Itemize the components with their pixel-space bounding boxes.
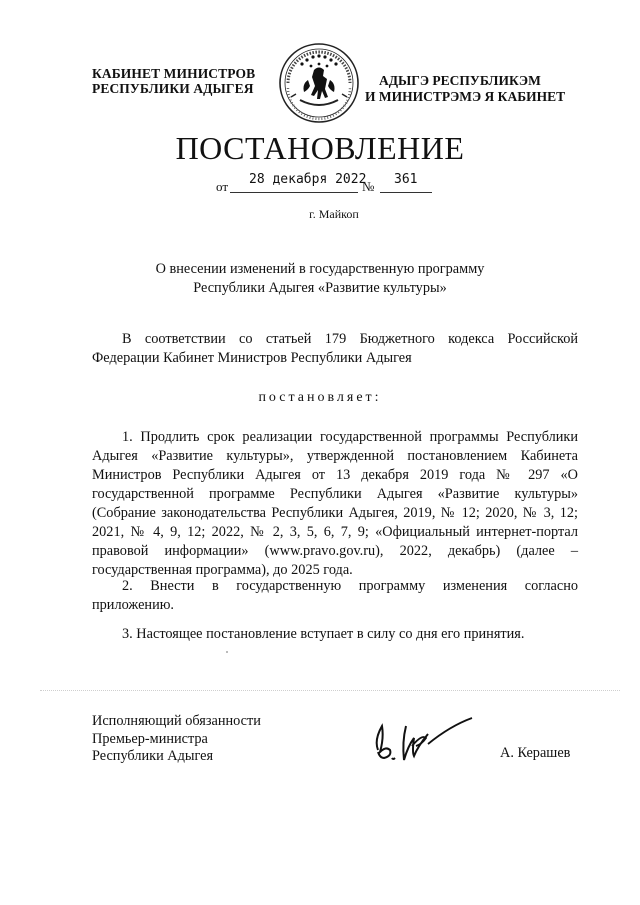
header-left-line1: КАБИНЕТ МИНИСТРОВ <box>92 66 256 81</box>
signature-position <box>92 713 261 766</box>
document-number: 361 <box>394 172 418 187</box>
header-left-line2: РЕСПУБЛИКИ АДЫГЕЯ <box>92 81 254 96</box>
paragraph-1: 1. Продлить срок реализации государственной программы Республики Адыгея «Развитие культуры», утвержденной постановлением Кабинета Министров Республики Адыгея от 13 декабря 2019 года № 297 «О государственной программе Республики Адыгея «Развитие культуры» (Собрание законодательства Республики Адыгея, 2019, № 12; 2020, № 3, 12; 2021, № 4, 9, 12; 2022, № 2, 3, 5, 6, 7, 9; «Официальный интернет-портал правовой информации» (www.pravo.gov.ru), 2022, декабрь) (далее – государственная программа), до 2025 года. <box>92 429 578 578</box>
position-line3: Республики Адыгея <box>92 748 214 764</box>
date-underline <box>230 192 358 193</box>
paragraph-2: 2. Внести в государственную программу изменения согласно приложению. <box>92 578 578 613</box>
intro-paragraph: В соответствии со статьей 179 Бюджетного кодекса Российской Федерации Кабинет Министров Республики Адыгея <box>92 331 578 366</box>
date-number-line <box>216 170 436 196</box>
subject-line1: О внесении изменений в государственную программу <box>155 261 485 277</box>
scan-dotted-line <box>40 690 620 693</box>
position-line2: Премьер-министра <box>92 730 208 747</box>
position-line1: Исполняющий обязанности <box>92 713 261 729</box>
paragraph-3: 3. Настоящее постановление вступает в силу со дня его принятия. <box>122 626 525 642</box>
header-right-line1: АДЫГЭ РЕСПУБЛИКЭМ <box>379 73 541 88</box>
subject-line2: Республики Адыгея «Развитие культуры» <box>193 280 447 296</box>
number-underline <box>380 192 432 193</box>
date-prefix: от <box>216 179 229 194</box>
header-left <box>92 66 255 96</box>
handwritten-signature <box>370 706 480 768</box>
document-title: ПОСТАНОВЛЕНИЕ <box>175 130 465 166</box>
header-right <box>365 73 565 105</box>
adygea-coat-of-arms-icon <box>278 42 360 124</box>
scan-speck <box>226 651 228 653</box>
document-date: 28 декабря 2022 <box>249 172 367 187</box>
document-subject <box>0 260 640 298</box>
city-label: г. Майкоп <box>309 207 359 221</box>
decree-word: постановляет: <box>258 390 382 405</box>
signer-name: А. Керашев <box>500 745 571 761</box>
number-sign: № <box>362 179 375 194</box>
header-right-line2: И МИНИСТРЭМЭ Я КАБИНЕТ <box>365 89 566 104</box>
